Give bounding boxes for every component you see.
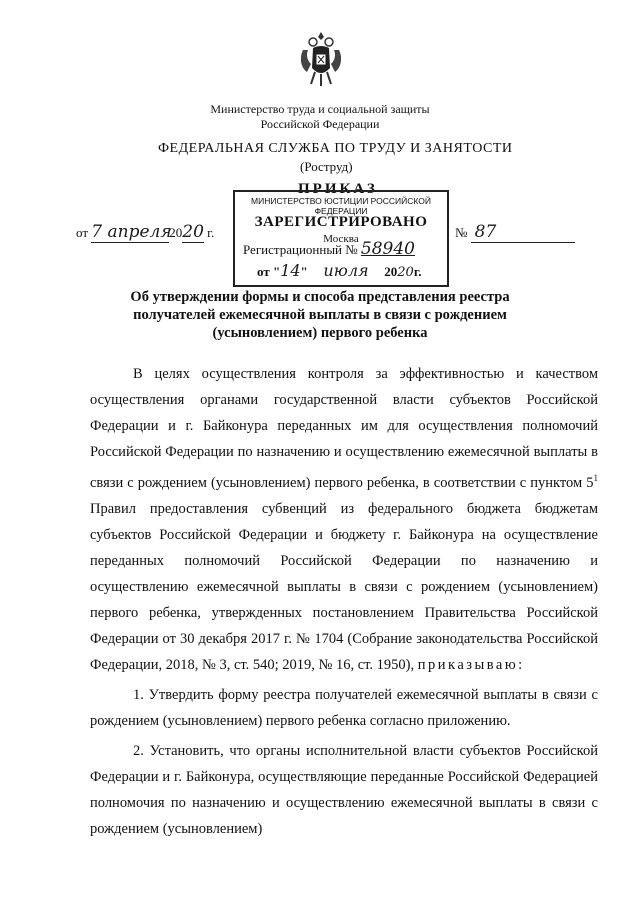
order-date bbox=[76, 222, 214, 243]
preamble-superscript: 1 bbox=[593, 473, 598, 483]
title-line2: получателей ежемесячной выплаты в связи с рождением bbox=[133, 307, 507, 323]
preamble-text-b: Правил предоставления субвенций из федерального бюджета бюджетам субъектов Российской Федерации и бюджету г. Байконура на осуществление переданных полномочий Российской Федерации по назначению и осуществлению ежемесячной выплаты в связи с рождением (усыновлением) первого ребенка, утвержденных постановлением Правительства Российской Федерации от 30 декабря 2017 г. № 1704 (Собрание законодательства Российской Федерации, 2018, № 3, ст. 540; 2019, № 16, ст. 1950), bbox=[90, 500, 598, 673]
stamp-place: Москва bbox=[323, 233, 359, 245]
stamp-reg-row bbox=[235, 239, 455, 259]
stamp-year-suffix: 20 bbox=[397, 265, 414, 280]
order-date-day-month: 7 апреля bbox=[91, 222, 172, 242]
doc-type-heading: ПРИКАЗ bbox=[298, 181, 378, 197]
paragraph-preamble bbox=[90, 361, 598, 678]
stamp-year-prefix: 20 bbox=[384, 264, 398, 279]
stamp-ministry: МИНИСТЕРСТВО ЮСТИЦИИ РОССИЙСКОЙ ФЕДЕРАЦИИ bbox=[251, 196, 431, 216]
paragraph-item-1: 1. Утвердить форму реестра получателей ежемесячной выплаты в связи с рождением (усыновлением) первого ребенка согласно приложению. bbox=[90, 686, 598, 729]
stamp-reg-number: 58940 bbox=[360, 239, 416, 259]
order-number bbox=[455, 222, 575, 243]
ministry-name bbox=[0, 102, 640, 132]
stamp-date-day: 14 bbox=[280, 261, 301, 280]
paragraph-item-2: 2. Установить, что органы исполнительной власти субъектов Российской Федерации и г. Байконура, осуществляющие переданные Российской Федерацией полномочия по назначению и осуществлению ежемесячной выплаты в связи с рождением (усыновлением) bbox=[90, 742, 598, 837]
decree-word: приказываю: bbox=[417, 656, 525, 673]
stamp-date-row bbox=[235, 261, 469, 280]
order-number-value: 87 bbox=[471, 222, 575, 243]
order-date-prefix: от bbox=[76, 225, 89, 240]
document-title bbox=[0, 288, 640, 342]
registration-stamp bbox=[233, 190, 449, 287]
ministry-line1: Министерство труда и социальной защиты bbox=[210, 102, 430, 116]
stamp-reg-label: Регистрационный № bbox=[243, 242, 358, 257]
document-body bbox=[90, 361, 598, 842]
ministry-line2: Российской Федерации bbox=[260, 117, 380, 131]
title-line1: Об утверждении формы и способа представления реестра bbox=[130, 289, 510, 305]
stamp-registered: ЗАРЕГИСТРИРОВАНО bbox=[254, 214, 428, 230]
stamp-date-mid: " bbox=[300, 264, 308, 279]
title-line3: (усыновлением) первого ребенка bbox=[212, 325, 428, 341]
order-date-year-prefix: 20 bbox=[169, 225, 183, 240]
order-date-year-suffix: 20 bbox=[182, 222, 204, 242]
stamp-date-month: июля bbox=[323, 261, 369, 280]
preamble-text-a: В целях осуществления контроля за эффективностью и качеством осуществления органами государственной власти субъектов Российской Федерации и г. Байконура переданных им для осуществления полномочий Российской Федерации по назначению и осуществлению ежемесячной выплаты в связи с рождением (усыновлением) первого ребенка, в соответствии с пунктом 5 bbox=[90, 366, 598, 491]
service-abbr: (Роструд) bbox=[300, 159, 353, 174]
coat-of-arms-emblem bbox=[297, 28, 345, 90]
order-date-suffix: г. bbox=[207, 225, 215, 240]
service-name: ФЕДЕРАЛЬНАЯ СЛУЖБА ПО ТРУДУ И ЗАНЯТОСТИ bbox=[158, 141, 513, 156]
stamp-date-suffix: г. bbox=[413, 264, 422, 279]
stamp-date-prefix: от " bbox=[257, 264, 281, 279]
order-number-prefix: № bbox=[455, 225, 468, 240]
